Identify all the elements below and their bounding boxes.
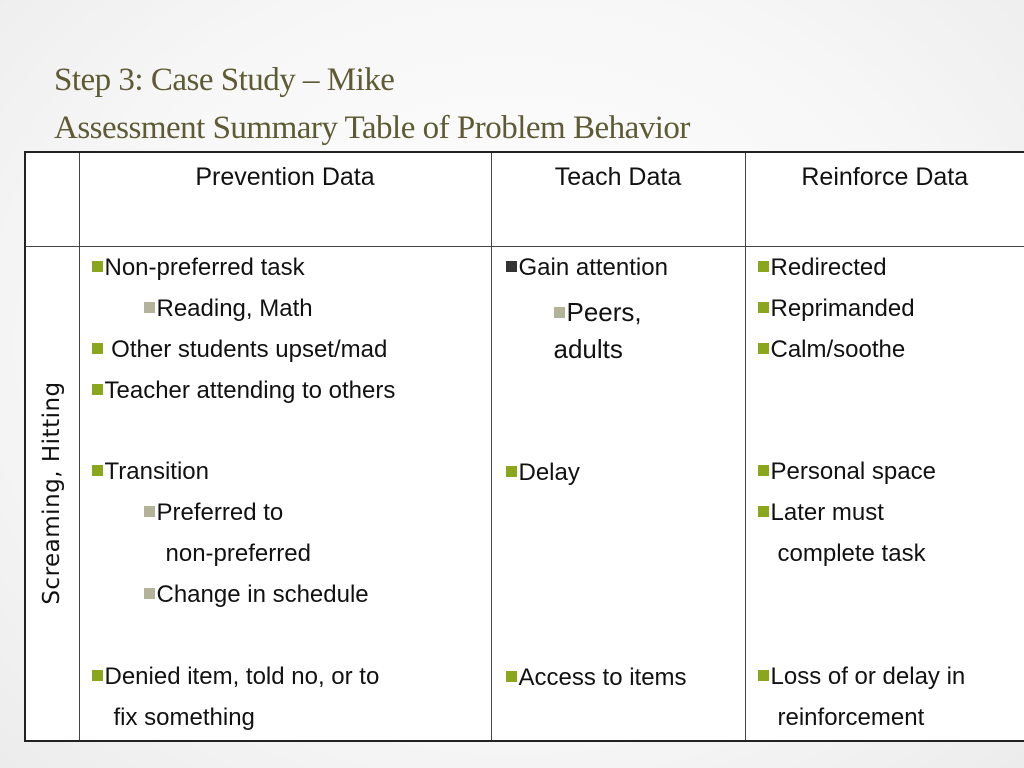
- reinforce-header: Reinforce Data: [745, 152, 1024, 246]
- square-bullet-icon: [92, 384, 103, 395]
- header-row: [25, 152, 1024, 246]
- square-bullet-icon: [144, 588, 155, 599]
- teach-cell: [491, 246, 745, 741]
- corner-header: [25, 152, 79, 246]
- list-item: reinforcement: [777, 703, 925, 731]
- square-bullet-icon: [92, 261, 103, 272]
- slide-title: [54, 56, 690, 152]
- list-item: Non-preferred task: [92, 254, 305, 282]
- row-label: Screaming, Hitting: [39, 381, 66, 605]
- square-bullet-icon: [758, 670, 769, 681]
- square-bullet-icon: [92, 670, 103, 681]
- square-bullet-icon: [506, 466, 517, 477]
- list-item: adults: [553, 333, 623, 364]
- list-item: Calm/soothe: [758, 336, 906, 364]
- square-bullet-icon: [506, 261, 517, 272]
- square-bullet-icon: [554, 307, 565, 318]
- list-item: Transition: [92, 458, 209, 486]
- list-item: Later must: [758, 499, 884, 527]
- list-item: Other students upset/mad: [92, 336, 388, 364]
- list-item: Peers,: [554, 298, 642, 326]
- square-bullet-icon: [758, 343, 769, 354]
- list-item: Loss of or delay in: [758, 663, 966, 691]
- list-item: Change in schedule: [144, 581, 369, 609]
- list-item: Teacher attending to others: [92, 377, 396, 405]
- list-item: complete task: [777, 539, 926, 567]
- list-item: Personal space: [758, 458, 936, 486]
- reinforce-cell: [745, 246, 1024, 741]
- square-bullet-icon: [92, 343, 103, 354]
- square-bullet-icon: [144, 506, 155, 517]
- list-item: Preferred to: [144, 499, 284, 527]
- list-item: non-preferred: [165, 539, 311, 567]
- prevention-cell: [79, 246, 491, 741]
- square-bullet-icon: [758, 506, 769, 517]
- list-item: Gain attention: [506, 254, 668, 282]
- teach-header: Teach Data: [491, 152, 745, 246]
- square-bullet-icon: [144, 302, 155, 313]
- behavior-row: [25, 246, 1024, 741]
- list-item: Redirected: [758, 254, 887, 282]
- list-item: Access to items: [506, 664, 687, 692]
- prevention-header: Prevention Data: [79, 152, 491, 246]
- list-item: Reprimanded: [758, 295, 915, 323]
- square-bullet-icon: [758, 302, 769, 313]
- list-item: fix something: [113, 703, 255, 731]
- square-bullet-icon: [758, 261, 769, 272]
- row-label-cell: [25, 246, 79, 741]
- square-bullet-icon: [758, 465, 769, 476]
- square-bullet-icon: [506, 671, 517, 682]
- title-line-1: Step 3: Case Study – Mike: [54, 62, 395, 98]
- square-bullet-icon: [92, 465, 103, 476]
- list-item: Reading, Math: [144, 295, 313, 323]
- list-item: Denied item, told no, or to: [92, 663, 380, 691]
- list-item: Delay: [506, 459, 580, 487]
- assessment-summary-table: [24, 151, 1024, 742]
- title-line-2: Assessment Summary Table of Problem Behavior: [54, 110, 690, 146]
